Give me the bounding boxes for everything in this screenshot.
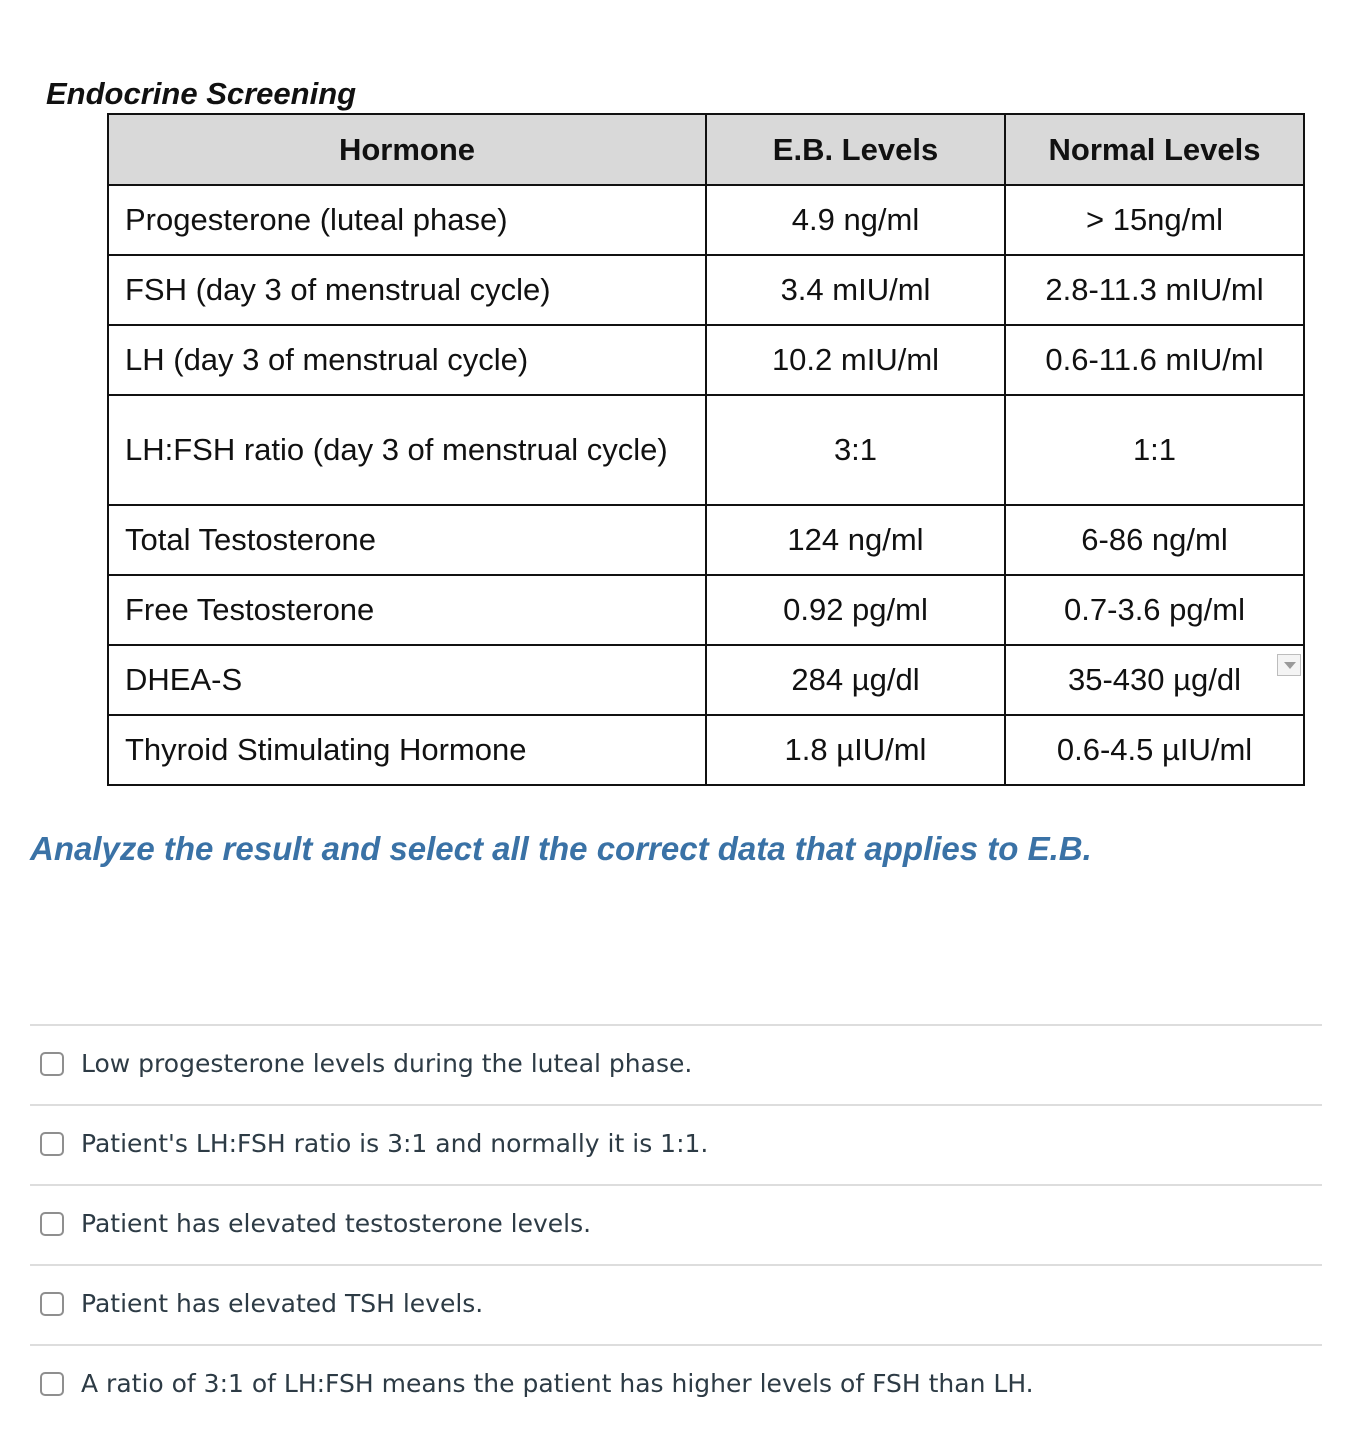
answer-option[interactable] <box>30 1346 1322 1424</box>
normal-level-cell: 0.7-3.6 pg/ml <box>1005 575 1304 645</box>
answer-option[interactable] <box>30 1026 1322 1106</box>
answer-label[interactable]: Patient's LH:FSH ratio is 3:1 and normally it is 1:1. <box>81 1129 709 1158</box>
answer-label[interactable]: Low progesterone levels during the luteal phase. <box>81 1049 693 1078</box>
table-row <box>108 325 1304 395</box>
table-row <box>108 255 1304 325</box>
eb-level-cell: 4.9 ng/ml <box>706 185 1005 255</box>
hormone-cell: Total Testosterone <box>108 505 706 575</box>
hormone-cell: LH:FSH ratio (day 3 of menstrual cycle) <box>108 395 706 505</box>
table-row <box>108 395 1304 505</box>
answer-list <box>30 1024 1322 1424</box>
header-hormone: Hormone <box>108 114 706 185</box>
checkbox-icon[interactable] <box>40 1132 64 1156</box>
answer-label[interactable]: Patient has elevated TSH levels. <box>81 1289 484 1318</box>
answer-label[interactable]: A ratio of 3:1 of LH:FSH means the patient has higher levels of FSH than LH. <box>81 1369 1034 1398</box>
question-prompt: Analyze the result and select all the correct data that applies to E.B. <box>30 830 1092 867</box>
normal-level-cell: 2.8-11.3 mIU/ml <box>1005 255 1304 325</box>
hormone-cell: LH (day 3 of menstrual cycle) <box>108 325 706 395</box>
table-row <box>108 185 1304 255</box>
table-row <box>108 645 1304 715</box>
eb-level-cell: 10.2 mIU/ml <box>706 325 1005 395</box>
table-row <box>108 505 1304 575</box>
checkbox-icon[interactable] <box>40 1212 64 1236</box>
hormone-cell: FSH (day 3 of menstrual cycle) <box>108 255 706 325</box>
normal-level-cell: 0.6-4.5 µIU/ml <box>1005 715 1304 785</box>
eb-level-cell: 3:1 <box>706 395 1005 505</box>
dropdown-arrow-icon[interactable] <box>1277 654 1301 676</box>
normal-level-cell <box>1005 645 1304 715</box>
hormone-cell: Progesterone (luteal phase) <box>108 185 706 255</box>
answer-option[interactable] <box>30 1266 1322 1346</box>
checkbox-icon[interactable] <box>40 1292 64 1316</box>
normal-level-cell: 1:1 <box>1005 395 1304 505</box>
normal-level-cell: 0.6-11.6 mIU/ml <box>1005 325 1304 395</box>
eb-level-cell: 0.92 pg/ml <box>706 575 1005 645</box>
eb-level-cell: 124 ng/ml <box>706 505 1005 575</box>
header-normal-levels: Normal Levels <box>1005 114 1304 185</box>
endocrine-table-image <box>107 113 1303 786</box>
answer-option[interactable] <box>30 1186 1322 1266</box>
normal-level-cell: 6-86 ng/ml <box>1005 505 1304 575</box>
table-title: Endocrine Screening <box>46 76 357 111</box>
table-row <box>108 715 1304 785</box>
hormone-cell: Thyroid Stimulating Hormone <box>108 715 706 785</box>
normal-level-text: 35-430 µg/dl <box>1068 662 1241 697</box>
table-row <box>108 575 1304 645</box>
hormone-cell: DHEA-S <box>108 645 706 715</box>
answer-label[interactable]: Patient has elevated testosterone levels. <box>81 1209 592 1238</box>
answer-option[interactable] <box>30 1106 1322 1186</box>
eb-level-cell: 1.8 µIU/ml <box>706 715 1005 785</box>
eb-level-cell: 284 µg/dl <box>706 645 1005 715</box>
checkbox-icon[interactable] <box>40 1372 64 1396</box>
endocrine-table <box>107 113 1305 786</box>
checkbox-icon[interactable] <box>40 1052 64 1076</box>
normal-level-cell: > 15ng/ml <box>1005 185 1304 255</box>
header-eb-levels: E.B. Levels <box>706 114 1005 185</box>
eb-level-cell: 3.4 mIU/ml <box>706 255 1005 325</box>
table-header-row <box>108 114 1304 185</box>
hormone-cell: Free Testosterone <box>108 575 706 645</box>
